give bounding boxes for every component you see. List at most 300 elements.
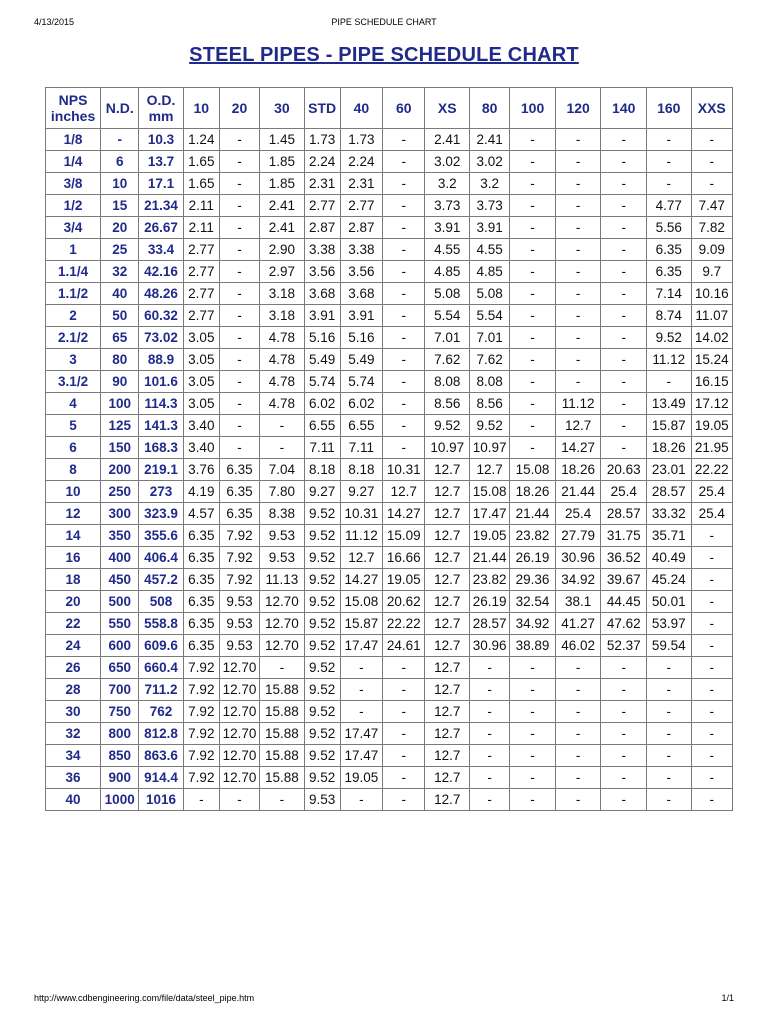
wall-thickness-cell: 12.70 bbox=[219, 679, 259, 701]
wall-thickness-cell: 5.16 bbox=[304, 327, 340, 349]
wall-thickness-cell: 12.7 bbox=[340, 547, 382, 569]
wall-thickness-cell: - bbox=[383, 371, 425, 393]
wall-thickness-cell: - bbox=[647, 789, 692, 811]
nps-cell: 1.1/2 bbox=[46, 283, 101, 305]
column-header: XS bbox=[425, 88, 470, 129]
wall-thickness-cell: - bbox=[691, 547, 732, 569]
wall-thickness-cell: 21.95 bbox=[691, 437, 732, 459]
wall-thickness-cell: 9.27 bbox=[304, 481, 340, 503]
wall-thickness-cell: 9.52 bbox=[304, 503, 340, 525]
wall-thickness-cell: 9.53 bbox=[219, 591, 259, 613]
wall-thickness-cell: 50.01 bbox=[647, 591, 692, 613]
wall-thickness-cell: 4.78 bbox=[260, 349, 305, 371]
wall-thickness-cell: - bbox=[555, 261, 601, 283]
wall-thickness-cell: 4.55 bbox=[425, 239, 470, 261]
nd-cell: 40 bbox=[101, 283, 139, 305]
wall-thickness-cell: - bbox=[510, 437, 556, 459]
wall-thickness-cell: 9.52 bbox=[304, 547, 340, 569]
wall-thickness-cell: - bbox=[691, 525, 732, 547]
table-header-row bbox=[46, 88, 733, 129]
wall-thickness-cell: 12.70 bbox=[219, 657, 259, 679]
wall-thickness-cell: - bbox=[691, 151, 732, 173]
wall-thickness-cell: 2.41 bbox=[260, 217, 305, 239]
nd-cell: 15 bbox=[101, 195, 139, 217]
wall-thickness-cell: 22.22 bbox=[691, 459, 732, 481]
od-cell: 60.32 bbox=[139, 305, 184, 327]
wall-thickness-cell: 23.82 bbox=[510, 525, 556, 547]
wall-thickness-cell: 7.01 bbox=[425, 327, 470, 349]
wall-thickness-cell: - bbox=[219, 283, 259, 305]
wall-thickness-cell: - bbox=[219, 217, 259, 239]
wall-thickness-cell: - bbox=[555, 173, 601, 195]
wall-thickness-cell: - bbox=[510, 789, 556, 811]
od-cell: 457.2 bbox=[139, 569, 184, 591]
nd-cell: 10 bbox=[101, 173, 139, 195]
wall-thickness-cell: 34.92 bbox=[510, 613, 556, 635]
wall-thickness-cell: 10.97 bbox=[469, 437, 509, 459]
wall-thickness-cell: 32.54 bbox=[510, 591, 556, 613]
wall-thickness-cell: 3.91 bbox=[425, 217, 470, 239]
column-header: NPS inches bbox=[46, 88, 101, 129]
nd-cell: 750 bbox=[101, 701, 139, 723]
wall-thickness-cell: 7.14 bbox=[647, 283, 692, 305]
wall-thickness-cell: 17.47 bbox=[469, 503, 509, 525]
wall-thickness-cell: 7.92 bbox=[183, 745, 219, 767]
wall-thickness-cell: 12.7 bbox=[425, 613, 470, 635]
wall-thickness-cell: 11.13 bbox=[260, 569, 305, 591]
wall-thickness-cell: 9.52 bbox=[304, 723, 340, 745]
wall-thickness-cell: - bbox=[691, 745, 732, 767]
nps-cell: 32 bbox=[46, 723, 101, 745]
wall-thickness-cell: - bbox=[469, 679, 509, 701]
column-header: O.D. mm bbox=[139, 88, 184, 129]
table-row bbox=[46, 283, 733, 305]
table-row bbox=[46, 459, 733, 481]
table-row bbox=[46, 305, 733, 327]
table-row bbox=[46, 547, 733, 569]
wall-thickness-cell: - bbox=[183, 789, 219, 811]
wall-thickness-cell: 5.54 bbox=[425, 305, 470, 327]
nd-cell: 300 bbox=[101, 503, 139, 525]
wall-thickness-cell: 41.27 bbox=[555, 613, 601, 635]
nps-cell: 16 bbox=[46, 547, 101, 569]
wall-thickness-cell: 4.85 bbox=[469, 261, 509, 283]
wall-thickness-cell: 9.52 bbox=[304, 767, 340, 789]
wall-thickness-cell: 1.85 bbox=[260, 173, 305, 195]
wall-thickness-cell: - bbox=[555, 327, 601, 349]
wall-thickness-cell: 5.16 bbox=[340, 327, 382, 349]
nd-cell: 600 bbox=[101, 635, 139, 657]
wall-thickness-cell: 21.44 bbox=[469, 547, 509, 569]
wall-thickness-cell: - bbox=[510, 657, 556, 679]
pipe-schedule-table bbox=[45, 87, 733, 811]
wall-thickness-cell: 12.7 bbox=[425, 789, 470, 811]
wall-thickness-cell: 2.77 bbox=[340, 195, 382, 217]
wall-thickness-cell: 3.2 bbox=[425, 173, 470, 195]
nd-cell: 150 bbox=[101, 437, 139, 459]
wall-thickness-cell: - bbox=[647, 745, 692, 767]
wall-thickness-cell: - bbox=[510, 415, 556, 437]
wall-thickness-cell: 18.26 bbox=[647, 437, 692, 459]
wall-thickness-cell: 12.70 bbox=[219, 745, 259, 767]
wall-thickness-cell: 12.7 bbox=[425, 635, 470, 657]
wall-thickness-cell: 12.7 bbox=[425, 723, 470, 745]
wall-thickness-cell: - bbox=[469, 657, 509, 679]
wall-thickness-cell: 3.18 bbox=[260, 283, 305, 305]
wall-thickness-cell: 20.62 bbox=[383, 591, 425, 613]
wall-thickness-cell: 9.53 bbox=[260, 525, 305, 547]
od-cell: 660.4 bbox=[139, 657, 184, 679]
table-row bbox=[46, 173, 733, 195]
wall-thickness-cell: - bbox=[601, 789, 647, 811]
print-header-title: PIPE SCHEDULE CHART bbox=[331, 17, 437, 27]
wall-thickness-cell: 15.88 bbox=[260, 679, 305, 701]
wall-thickness-cell: - bbox=[340, 701, 382, 723]
nps-cell: 34 bbox=[46, 745, 101, 767]
table-row bbox=[46, 613, 733, 635]
wall-thickness-cell: 2.41 bbox=[260, 195, 305, 217]
wall-thickness-cell: 12.7 bbox=[425, 767, 470, 789]
wall-thickness-cell: 6.35 bbox=[183, 569, 219, 591]
nd-cell: 50 bbox=[101, 305, 139, 327]
wall-thickness-cell: - bbox=[601, 349, 647, 371]
column-header: XXS bbox=[691, 88, 732, 129]
wall-thickness-cell: 2.24 bbox=[304, 151, 340, 173]
nps-cell: 3/8 bbox=[46, 173, 101, 195]
wall-thickness-cell: - bbox=[219, 129, 259, 151]
wall-thickness-cell: 9.27 bbox=[340, 481, 382, 503]
table-row bbox=[46, 767, 733, 789]
table-row bbox=[46, 591, 733, 613]
wall-thickness-cell: 15.08 bbox=[469, 481, 509, 503]
od-cell: 10.3 bbox=[139, 129, 184, 151]
wall-thickness-cell: - bbox=[260, 789, 305, 811]
wall-thickness-cell: 7.80 bbox=[260, 481, 305, 503]
nd-cell: 6 bbox=[101, 151, 139, 173]
table-row bbox=[46, 789, 733, 811]
column-header: 30 bbox=[260, 88, 305, 129]
table-row bbox=[46, 679, 733, 701]
wall-thickness-cell: - bbox=[510, 261, 556, 283]
wall-thickness-cell: 11.12 bbox=[340, 525, 382, 547]
wall-thickness-cell: 1.73 bbox=[340, 129, 382, 151]
wall-thickness-cell: - bbox=[647, 371, 692, 393]
wall-thickness-cell: 28.57 bbox=[647, 481, 692, 503]
wall-thickness-cell: 33.32 bbox=[647, 503, 692, 525]
wall-thickness-cell: 2.77 bbox=[304, 195, 340, 217]
wall-thickness-cell: - bbox=[219, 239, 259, 261]
wall-thickness-cell: - bbox=[647, 173, 692, 195]
wall-thickness-cell: 12.7 bbox=[425, 745, 470, 767]
wall-thickness-cell: 10.31 bbox=[340, 503, 382, 525]
wall-thickness-cell: - bbox=[510, 151, 556, 173]
wall-thickness-cell: 30.96 bbox=[469, 635, 509, 657]
wall-thickness-cell: 15.88 bbox=[260, 701, 305, 723]
table-row bbox=[46, 481, 733, 503]
wall-thickness-cell: - bbox=[601, 415, 647, 437]
wall-thickness-cell: 12.7 bbox=[425, 459, 470, 481]
wall-thickness-cell: - bbox=[383, 657, 425, 679]
od-cell: 355.6 bbox=[139, 525, 184, 547]
table-row bbox=[46, 437, 733, 459]
wall-thickness-cell: - bbox=[219, 195, 259, 217]
print-date: 4/13/2015 bbox=[34, 17, 75, 27]
nps-cell: 1.1/4 bbox=[46, 261, 101, 283]
wall-thickness-cell: 23.01 bbox=[647, 459, 692, 481]
nps-cell: 1/4 bbox=[46, 151, 101, 173]
wall-thickness-cell: 28.57 bbox=[469, 613, 509, 635]
wall-thickness-cell: 3.40 bbox=[183, 437, 219, 459]
wall-thickness-cell: 12.7 bbox=[425, 525, 470, 547]
wall-thickness-cell: - bbox=[691, 635, 732, 657]
wall-thickness-cell: 12.7 bbox=[383, 481, 425, 503]
wall-thickness-cell: - bbox=[647, 129, 692, 151]
wall-thickness-cell: - bbox=[383, 679, 425, 701]
od-cell: 914.4 bbox=[139, 767, 184, 789]
wall-thickness-cell: 1.73 bbox=[304, 129, 340, 151]
wall-thickness-cell: - bbox=[601, 195, 647, 217]
wall-thickness-cell: - bbox=[219, 305, 259, 327]
wall-thickness-cell: 3.73 bbox=[425, 195, 470, 217]
wall-thickness-cell: 15.87 bbox=[340, 613, 382, 635]
wall-thickness-cell: 8.56 bbox=[425, 393, 470, 415]
wall-thickness-cell: 6.35 bbox=[647, 261, 692, 283]
nps-cell: 2 bbox=[46, 305, 101, 327]
wall-thickness-cell: 25.4 bbox=[691, 503, 732, 525]
wall-thickness-cell: - bbox=[691, 723, 732, 745]
wall-thickness-cell: 12.7 bbox=[425, 481, 470, 503]
wall-thickness-cell: - bbox=[383, 745, 425, 767]
wall-thickness-cell: 12.7 bbox=[425, 569, 470, 591]
wall-thickness-cell: 9.52 bbox=[304, 679, 340, 701]
column-header: 160 bbox=[647, 88, 692, 129]
wall-thickness-cell: 2.24 bbox=[340, 151, 382, 173]
nd-cell: 100 bbox=[101, 393, 139, 415]
wall-thickness-cell: 6.35 bbox=[647, 239, 692, 261]
wall-thickness-cell: 3.05 bbox=[183, 371, 219, 393]
wall-thickness-cell: - bbox=[383, 415, 425, 437]
wall-thickness-cell: 9.53 bbox=[304, 789, 340, 811]
wall-thickness-cell: 1.65 bbox=[183, 151, 219, 173]
wall-thickness-cell: 9.52 bbox=[304, 635, 340, 657]
wall-thickness-cell: 53.97 bbox=[647, 613, 692, 635]
footer-url[interactable]: http://www.cdbengineering.com/file/data/steel_pipe.htm bbox=[34, 993, 255, 1003]
wall-thickness-cell: 7.47 bbox=[691, 195, 732, 217]
wall-thickness-cell: 7.82 bbox=[691, 217, 732, 239]
wall-thickness-cell: 9.52 bbox=[304, 745, 340, 767]
wall-thickness-cell: - bbox=[691, 591, 732, 613]
table-row bbox=[46, 129, 733, 151]
table-row bbox=[46, 745, 733, 767]
wall-thickness-cell: 7.11 bbox=[304, 437, 340, 459]
wall-thickness-cell: 1.65 bbox=[183, 173, 219, 195]
table-row bbox=[46, 261, 733, 283]
wall-thickness-cell: - bbox=[510, 723, 556, 745]
wall-thickness-cell: - bbox=[601, 239, 647, 261]
wall-thickness-cell: - bbox=[340, 789, 382, 811]
wall-thickness-cell: 25.4 bbox=[691, 481, 732, 503]
wall-thickness-cell: 16.66 bbox=[383, 547, 425, 569]
wall-thickness-cell: 6.55 bbox=[340, 415, 382, 437]
wall-thickness-cell: 9.52 bbox=[647, 327, 692, 349]
wall-thickness-cell: 2.31 bbox=[304, 173, 340, 195]
wall-thickness-cell: 40.49 bbox=[647, 547, 692, 569]
wall-thickness-cell: - bbox=[647, 657, 692, 679]
wall-thickness-cell: 12.7 bbox=[425, 591, 470, 613]
wall-thickness-cell: 7.62 bbox=[425, 349, 470, 371]
wall-thickness-cell: - bbox=[383, 701, 425, 723]
wall-thickness-cell: - bbox=[510, 129, 556, 151]
wall-thickness-cell: 7.62 bbox=[469, 349, 509, 371]
wall-thickness-cell: 12.70 bbox=[260, 635, 305, 657]
table-row bbox=[46, 195, 733, 217]
wall-thickness-cell: 6.55 bbox=[304, 415, 340, 437]
wall-thickness-cell: 15.08 bbox=[340, 591, 382, 613]
nd-cell: 450 bbox=[101, 569, 139, 591]
wall-thickness-cell: - bbox=[555, 217, 601, 239]
nps-cell: 1/8 bbox=[46, 129, 101, 151]
wall-thickness-cell: 9.52 bbox=[304, 701, 340, 723]
wall-thickness-cell: - bbox=[601, 217, 647, 239]
wall-thickness-cell: 21.44 bbox=[555, 481, 601, 503]
wall-thickness-cell: 15.24 bbox=[691, 349, 732, 371]
wall-thickness-cell: - bbox=[691, 569, 732, 591]
table-row bbox=[46, 723, 733, 745]
wall-thickness-cell: - bbox=[510, 239, 556, 261]
wall-thickness-cell: 7.11 bbox=[340, 437, 382, 459]
wall-thickness-cell: 2.77 bbox=[183, 239, 219, 261]
table-row bbox=[46, 393, 733, 415]
wall-thickness-cell: 18.26 bbox=[555, 459, 601, 481]
wall-thickness-cell: 12.7 bbox=[425, 503, 470, 525]
wall-thickness-cell: 15.88 bbox=[260, 767, 305, 789]
wall-thickness-cell: - bbox=[383, 393, 425, 415]
table-row bbox=[46, 569, 733, 591]
wall-thickness-cell: 9.53 bbox=[260, 547, 305, 569]
wall-thickness-cell: 5.08 bbox=[425, 283, 470, 305]
nps-cell: 10 bbox=[46, 481, 101, 503]
wall-thickness-cell: - bbox=[647, 701, 692, 723]
wall-thickness-cell: - bbox=[555, 195, 601, 217]
wall-thickness-cell: 3.02 bbox=[469, 151, 509, 173]
wall-thickness-cell: 6.35 bbox=[183, 525, 219, 547]
nd-cell: - bbox=[101, 129, 139, 151]
wall-thickness-cell: - bbox=[510, 283, 556, 305]
column-header: 100 bbox=[510, 88, 556, 129]
wall-thickness-cell: 5.08 bbox=[469, 283, 509, 305]
wall-thickness-cell: - bbox=[469, 789, 509, 811]
od-cell: 863.6 bbox=[139, 745, 184, 767]
wall-thickness-cell: 7.92 bbox=[183, 701, 219, 723]
wall-thickness-cell: - bbox=[510, 393, 556, 415]
wall-thickness-cell: - bbox=[647, 767, 692, 789]
nps-cell: 12 bbox=[46, 503, 101, 525]
wall-thickness-cell: - bbox=[555, 657, 601, 679]
wall-thickness-cell: 29.36 bbox=[510, 569, 556, 591]
wall-thickness-cell: 6.02 bbox=[340, 393, 382, 415]
wall-thickness-cell: 5.74 bbox=[340, 371, 382, 393]
wall-thickness-cell: 4.19 bbox=[183, 481, 219, 503]
wall-thickness-cell: - bbox=[601, 371, 647, 393]
wall-thickness-cell: 3.56 bbox=[340, 261, 382, 283]
wall-thickness-cell: - bbox=[383, 261, 425, 283]
wall-thickness-cell: 45.24 bbox=[647, 569, 692, 591]
wall-thickness-cell: - bbox=[510, 679, 556, 701]
wall-thickness-cell: 26.19 bbox=[510, 547, 556, 569]
wall-thickness-cell: 7.92 bbox=[219, 547, 259, 569]
wall-thickness-cell: 7.92 bbox=[183, 657, 219, 679]
wall-thickness-cell: - bbox=[601, 305, 647, 327]
wall-thickness-cell: 13.49 bbox=[647, 393, 692, 415]
wall-thickness-cell: 2.77 bbox=[183, 283, 219, 305]
column-header: STD bbox=[304, 88, 340, 129]
wall-thickness-cell: 18.26 bbox=[510, 481, 556, 503]
wall-thickness-cell: - bbox=[469, 723, 509, 745]
wall-thickness-cell: 14.02 bbox=[691, 327, 732, 349]
wall-thickness-cell: 2.11 bbox=[183, 195, 219, 217]
wall-thickness-cell: - bbox=[647, 679, 692, 701]
wall-thickness-cell: - bbox=[691, 767, 732, 789]
nd-cell: 80 bbox=[101, 349, 139, 371]
wall-thickness-cell: 12.7 bbox=[425, 701, 470, 723]
wall-thickness-cell: 1.24 bbox=[183, 129, 219, 151]
nd-cell: 650 bbox=[101, 657, 139, 679]
wall-thickness-cell: - bbox=[555, 151, 601, 173]
wall-thickness-cell: - bbox=[219, 261, 259, 283]
wall-thickness-cell: 26.19 bbox=[469, 591, 509, 613]
wall-thickness-cell: - bbox=[383, 723, 425, 745]
wall-thickness-cell: 2.41 bbox=[425, 129, 470, 151]
wall-thickness-cell: - bbox=[510, 371, 556, 393]
wall-thickness-cell: 3.56 bbox=[304, 261, 340, 283]
wall-thickness-cell: - bbox=[555, 701, 601, 723]
wall-thickness-cell: 59.54 bbox=[647, 635, 692, 657]
table-row bbox=[46, 349, 733, 371]
wall-thickness-cell: 1.85 bbox=[260, 151, 305, 173]
wall-thickness-cell: 12.70 bbox=[260, 591, 305, 613]
wall-thickness-cell: 9.52 bbox=[304, 591, 340, 613]
wall-thickness-cell: 2.77 bbox=[183, 305, 219, 327]
wall-thickness-cell: 35.71 bbox=[647, 525, 692, 547]
wall-thickness-cell: 30.96 bbox=[555, 547, 601, 569]
wall-thickness-cell: - bbox=[691, 173, 732, 195]
wall-thickness-cell: - bbox=[691, 613, 732, 635]
nps-cell: 3 bbox=[46, 349, 101, 371]
wall-thickness-cell: 2.87 bbox=[304, 217, 340, 239]
od-cell: 762 bbox=[139, 701, 184, 723]
wall-thickness-cell: - bbox=[219, 371, 259, 393]
wall-thickness-cell: - bbox=[260, 415, 305, 437]
nd-cell: 550 bbox=[101, 613, 139, 635]
wall-thickness-cell: 10.31 bbox=[383, 459, 425, 481]
wall-thickness-cell: - bbox=[601, 657, 647, 679]
wall-thickness-cell: - bbox=[601, 679, 647, 701]
od-cell: 219.1 bbox=[139, 459, 184, 481]
wall-thickness-cell: 17.47 bbox=[340, 745, 382, 767]
wall-thickness-cell: 10.16 bbox=[691, 283, 732, 305]
nps-cell: 1/2 bbox=[46, 195, 101, 217]
wall-thickness-cell: - bbox=[691, 701, 732, 723]
wall-thickness-cell: 19.05 bbox=[340, 767, 382, 789]
nps-cell: 30 bbox=[46, 701, 101, 723]
od-cell: 711.2 bbox=[139, 679, 184, 701]
wall-thickness-cell: 19.05 bbox=[383, 569, 425, 591]
nd-cell: 90 bbox=[101, 371, 139, 393]
wall-thickness-cell: 12.70 bbox=[219, 701, 259, 723]
wall-thickness-cell: 7.92 bbox=[219, 569, 259, 591]
od-cell: 323.9 bbox=[139, 503, 184, 525]
wall-thickness-cell: 15.88 bbox=[260, 745, 305, 767]
